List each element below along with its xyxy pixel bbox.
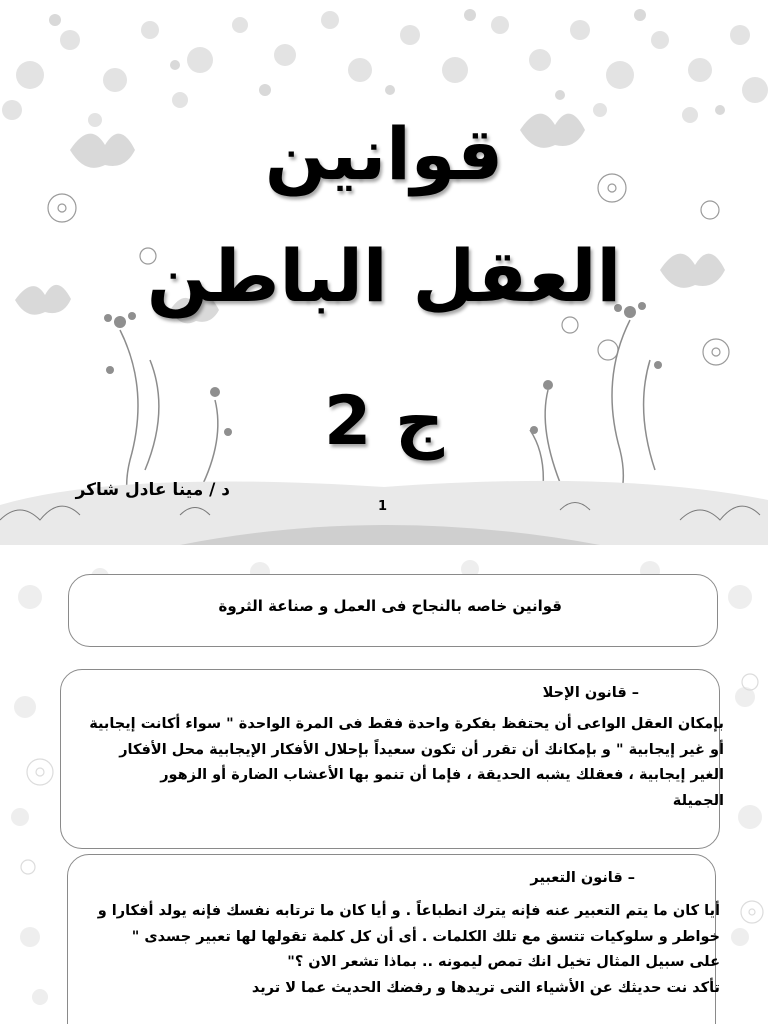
- page-two: [0, 557, 768, 1024]
- title-line-1: قوانين: [264, 112, 504, 196]
- section-title: قوانين خاصه بالنجاح فى العمل و صناعة الثروة: [218, 597, 562, 615]
- law-replacement-box: [60, 669, 724, 849]
- title-line-3: ج 2: [323, 382, 444, 461]
- law-replacement-text: [57, 712, 724, 814]
- text-line: على سبيل المثال تخيل انك تمص ليمونه .. بماذا تشعر الان ؟": [287, 954, 720, 970]
- law-expression-box: [67, 854, 720, 1024]
- text-line: الجميلة: [672, 792, 724, 809]
- text-line: أيا كان ما يتم التعبير عنه فإنه يترك انطباعاً . و أيا كان ما ترتابه نفسك فإنه يولد أفكارا و: [97, 903, 720, 919]
- text-line: أو غير إيجابية " و بإمكانك أن تقرر أن تكون سعيداً بإحلال الأفكار الإيجابية محل الأفكار: [119, 741, 724, 758]
- author-name: د / مينا عادل شاكر: [75, 480, 230, 500]
- text-line: الغير إيجابية ، فعقلك يشبه الحديقة ، فإما أن تنمو بها الأعشاب الضارة أو الزهور: [160, 767, 724, 783]
- text-line: بإمكان العقل الواعى أن يحتفظ بفكرة واحدة فقط فى المرة الواحدة " سواء أكانت إيجابية: [89, 716, 724, 732]
- page-number: 1: [378, 499, 388, 514]
- text-line: تأكد نت حديثك عن الأشياء التى تريدها و رفضك الحديث عما لا تريد: [251, 979, 720, 996]
- text-line: خواطر و سلوكيات تتسق مع تلك الكلمات . أى أن كل كلمة تقولها لها تعبير جسدى ": [131, 928, 720, 945]
- law-expression-heading: – قانون التعبير: [530, 870, 635, 886]
- page-gap: [0, 545, 768, 557]
- law-expression-text: [58, 899, 720, 1001]
- law-replacement-heading: – قانون الإحلا: [542, 685, 639, 701]
- title-line-2: العقل الباطن: [146, 234, 622, 318]
- section-title-box: [68, 574, 718, 647]
